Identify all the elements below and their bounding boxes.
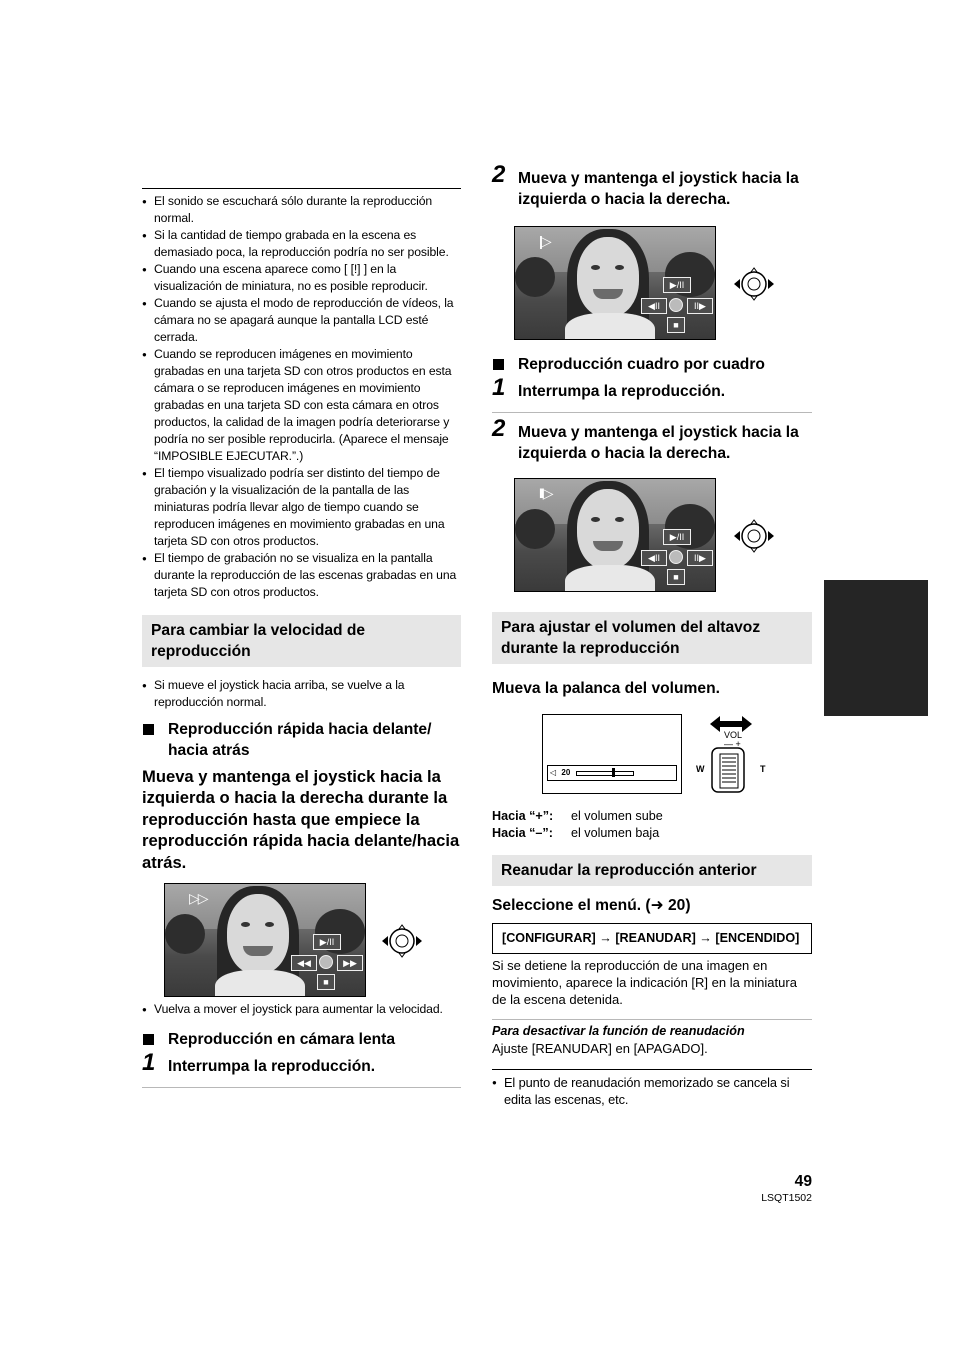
step-number: 1 <box>142 1049 156 1077</box>
fast-notes <box>142 1001 461 1018</box>
section-rule <box>142 1087 461 1088</box>
fast-playback-heading <box>142 719 461 761</box>
resume-paragraph: Si se detiene la reproducción de una imagen en movimiento, aparece la indicación [R] en la miniatura de la escena detenida. <box>492 958 797 1007</box>
volume-section-heading: Para ajustar el volumen del altavoz durante la reproducción <box>492 612 812 664</box>
joystick-center-icon <box>669 298 683 312</box>
rewind-icon: ◀◀ <box>291 955 317 971</box>
list-item: ● Cuando una escena aparece como [ [!] ] en la visualización de miniatura, no es posible reproducir. <box>142 261 461 295</box>
fast-playback-heading-text: Reproducción rápida hacia delante/ hacia atrás <box>168 721 432 759</box>
joystick-center-icon <box>669 550 683 564</box>
speaker-icon: ◁ <box>550 768 557 777</box>
frame-back-icon: ◀II <box>641 298 667 314</box>
joystick-left-right-icon <box>380 921 424 961</box>
stop-icon: ■ <box>667 317 685 333</box>
slow-motion-heading-text: Reproducción en cámara lenta <box>168 1031 396 1049</box>
volume-down-text: el volumen baja <box>571 826 660 840</box>
frame-forward-icon: II▶ <box>687 298 713 314</box>
joystick-left-right-icon <box>732 516 776 556</box>
slow-step-1 <box>142 1049 461 1077</box>
section-rule <box>492 1069 812 1070</box>
volume-instruction: Mueva la palanca del volumen. <box>492 680 720 697</box>
notes-list <box>142 193 461 601</box>
left-column <box>142 188 461 1088</box>
frame-by-frame-heading <box>492 354 812 375</box>
volume-slider-track <box>576 771 634 776</box>
section-rule <box>492 1019 812 1020</box>
volume-up-text: el volumen sube <box>571 809 663 823</box>
step-number: 1 <box>492 374 506 401</box>
square-bullet-icon <box>143 1034 154 1045</box>
slow-motion-heading <box>142 1029 461 1050</box>
list-item: ● El tiempo de grabación no se visualiza en la pantalla durante la reproducción de las escenas grabadas en una tarjeta SD con otros productos. <box>142 550 461 601</box>
stop-icon: ■ <box>667 569 685 585</box>
volume-bar <box>547 765 677 781</box>
top-rule <box>142 188 461 189</box>
stop-icon: ■ <box>317 974 335 990</box>
joystick-left-right-icon <box>732 264 776 304</box>
fast-playback-instruction: Mueva y mantenga el joystick hacia la izquierda o hacia la derecha durante la reproducción hasta que empiece la reproducción rápida hacia delante/hacia atrás. <box>142 767 460 872</box>
square-bullet-icon <box>493 359 504 370</box>
step-number: 2 <box>492 161 506 188</box>
step-text: Interrumpa la reproducción. <box>168 1058 376 1076</box>
list-item: ● El sonido se escuchará sólo durante la reproducción normal. <box>142 193 461 227</box>
square-bullet-icon <box>143 724 154 735</box>
step-text: Mueva y mantenga el joystick hacia la izquierda o hacia la derecha. <box>518 424 799 462</box>
list-item: ● Si la cantidad de tiempo grabada en la escena es demasiado poca, la reproducción podría no ser posible. <box>142 227 461 261</box>
frame-step-1 <box>492 374 812 402</box>
volume-screen-image <box>542 714 682 794</box>
document-id: LSQT1502 <box>761 1192 812 1204</box>
volume-lever-icon <box>696 714 776 794</box>
volume-slider-thumb <box>612 768 615 777</box>
volume-up-line <box>492 808 812 825</box>
frame-indicator-icon: II▷ <box>539 485 552 501</box>
slow-step-2 <box>492 161 812 210</box>
lcd-screen-image <box>514 226 716 340</box>
frame-by-frame-heading-text: Reproducción cuadro por cuadro <box>518 356 765 373</box>
fast-forward-icon: ▶▶ <box>337 955 363 971</box>
frame-step-2 <box>492 415 812 464</box>
list-item: ● El punto de reanudación memorizado se cancela si edita las escenas, etc. <box>492 1074 812 1108</box>
fast-forward-indicator-icon: ▷▷ <box>189 890 207 907</box>
slow-motion-indicator-icon: |▷ <box>539 233 550 249</box>
play-pause-icon: ▶/II <box>313 934 341 950</box>
resume-section-heading: Reanudar la reproducción anterior <box>492 855 812 886</box>
vol-label: VOL <box>724 730 743 740</box>
volume-up-label: Hacia “+”: <box>492 809 554 823</box>
joystick-center-icon <box>319 955 333 969</box>
slow-motion-figure <box>492 226 812 342</box>
speed-notes <box>142 677 461 711</box>
list-item: ● Cuando se reproducen imágenes en movimiento grabadas en una tarjeta SD con otros productos en esta cámara o se reproducen imágenes en movimiento grabadas en una tarjeta SD con esta cámara en otros productos, la calidad de la imagen podría deteriorarse y podría no ser posible reproducirla. (Aparece el mensaje “IMPOSIBLE EJECUTAR.”.) <box>142 346 461 465</box>
right-column <box>492 161 812 1108</box>
deactivate-title: Para desactivar la función de reanudación <box>492 1024 745 1038</box>
volume-down-label: Hacia “–”: <box>492 826 553 840</box>
menu-path-box: [CONFIGURAR] → [REANUDAR] → [ENCENDIDO] <box>492 923 812 954</box>
vol-signs: — + <box>724 739 741 749</box>
step-number: 2 <box>492 415 506 442</box>
step-text: Interrumpa la reproducción. <box>518 383 726 400</box>
fast-playback-figure <box>142 883 461 998</box>
list-item: ● Cuando se ajusta el modo de reproducción de vídeos, la cámara no se apagará aunque la pantalla LCD esté cerrada. <box>142 295 461 346</box>
frame-by-frame-figure <box>492 478 812 594</box>
list-item: ● Vuelva a mover el joystick para aumentar la velocidad. <box>142 1001 461 1018</box>
wide-label: W <box>696 764 705 774</box>
lcd-screen-image <box>164 883 366 997</box>
volume-value: 20 <box>561 768 571 777</box>
step-text: Mueva y mantenga el joystick hacia la izquierda o hacia la derecha. <box>518 170 799 208</box>
list-item: ● Si mueve el joystick hacia arriba, se vuelve a la reproducción normal. <box>142 677 461 711</box>
list-item: ● El tiempo visualizado podría ser distinto del tiempo de grabación y la visualización de la pantalla de las miniaturas podría llevar algo de tiempo cuando se reproducen imágenes en movimiento grabadas en una tarjeta SD con otros productos. <box>142 465 461 550</box>
page-number: 49 <box>794 1173 812 1190</box>
play-pause-icon: ▶/II <box>663 529 691 545</box>
deactivate-text: Ajuste [REANUDAR] en [APAGADO]. <box>492 1041 708 1056</box>
lcd-screen-image <box>514 478 716 592</box>
chapter-tab <box>824 580 928 716</box>
section-rule <box>492 412 812 413</box>
speed-section-heading: Para cambiar la velocidad de reproducción <box>142 615 461 667</box>
resume-instruction: Seleccione el menú. (➜ 20) <box>492 897 691 914</box>
play-pause-icon: ▶/II <box>663 277 691 293</box>
volume-figure <box>492 714 812 800</box>
frame-back-icon: ◀II <box>641 550 667 566</box>
tele-label: T <box>760 764 766 774</box>
resume-notes <box>492 1074 812 1108</box>
volume-down-line <box>492 825 812 842</box>
frame-forward-icon: II▶ <box>687 550 713 566</box>
